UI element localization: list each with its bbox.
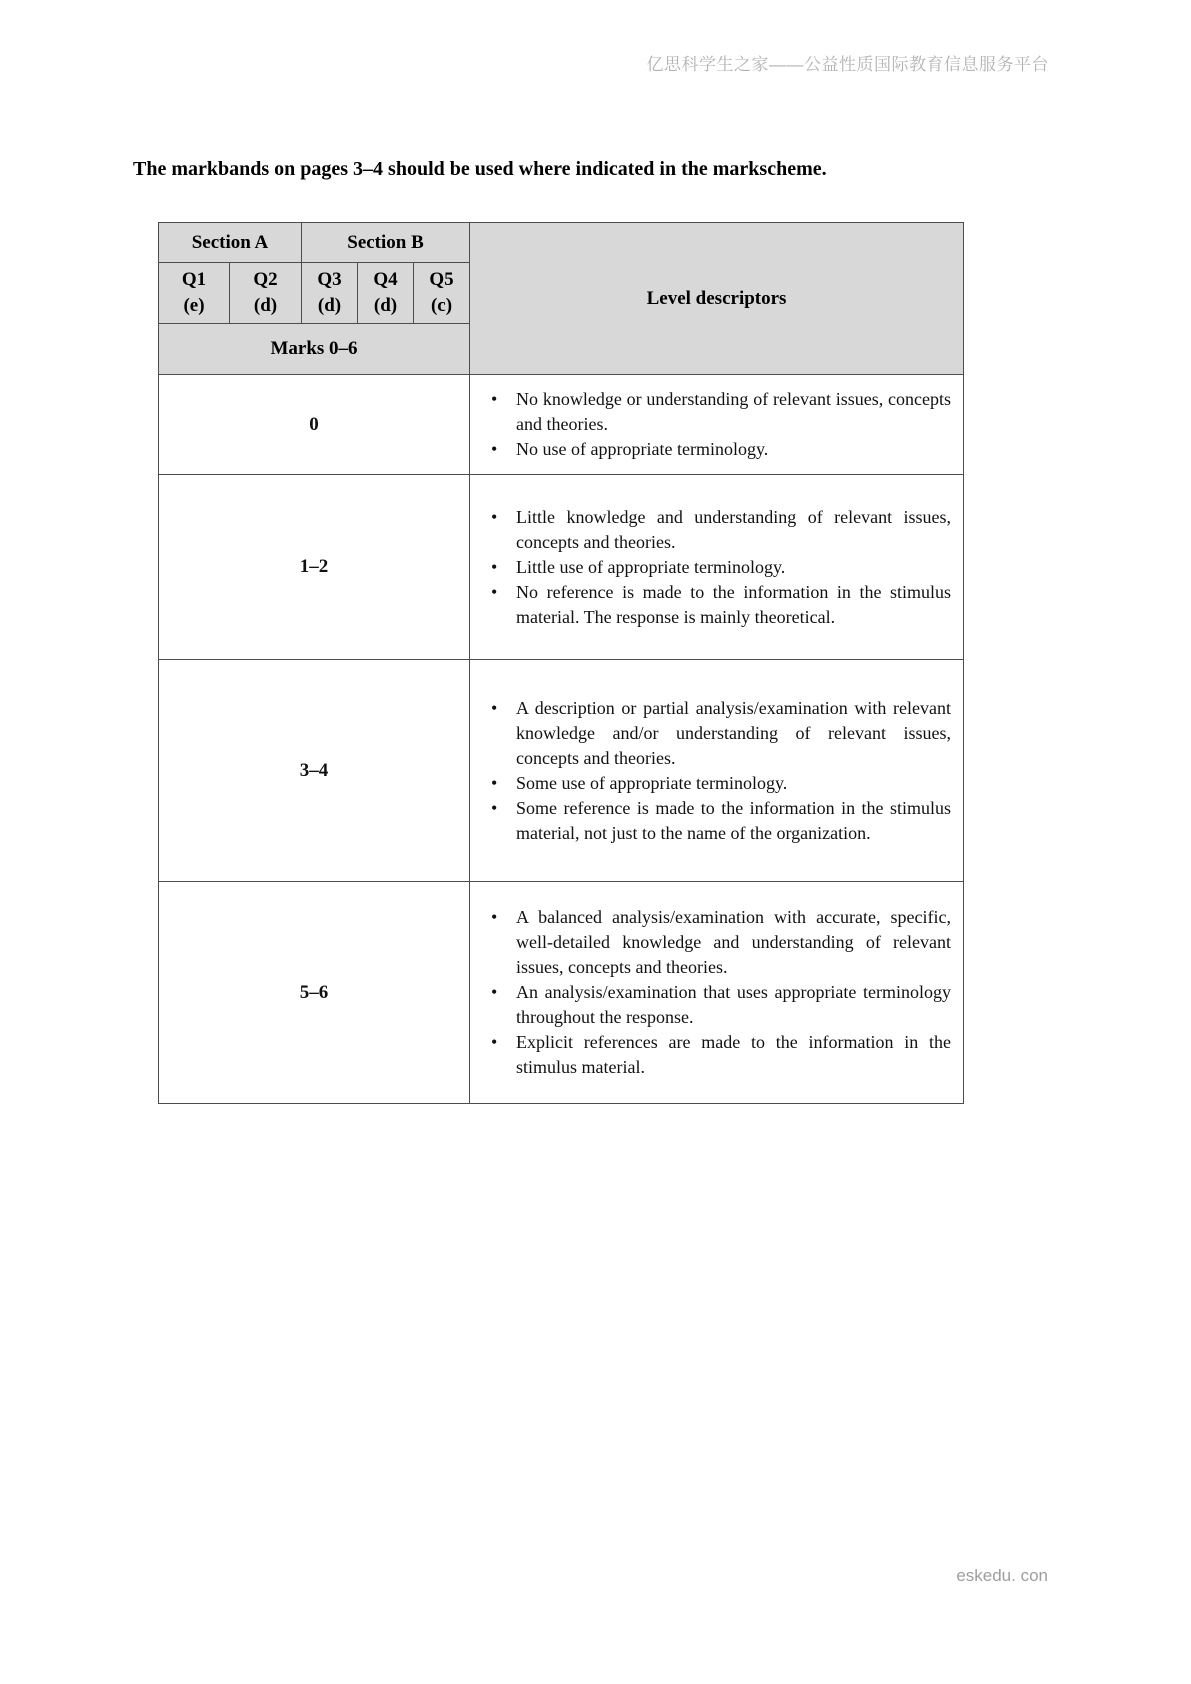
marks-value-5-6: 5–6 bbox=[159, 882, 470, 1104]
q1-part: (e) bbox=[183, 295, 205, 316]
descriptor-list bbox=[474, 905, 951, 1080]
q5-part: (c) bbox=[430, 295, 453, 316]
q4-label: Q4 bbox=[373, 269, 398, 290]
descriptor-list bbox=[474, 696, 951, 846]
descriptor-bullet: • Some use of appropriate terminology. bbox=[488, 771, 951, 796]
descriptor-bullet: • No use of appropriate terminology. bbox=[488, 437, 951, 462]
q1-label: Q1 bbox=[181, 269, 207, 290]
marks-band-header: Marks 0–6 bbox=[159, 324, 470, 375]
q4-part: (d) bbox=[373, 295, 398, 316]
q1-header bbox=[159, 263, 230, 324]
q2-header bbox=[230, 263, 302, 324]
q2-part: (d) bbox=[253, 295, 278, 316]
descriptor-bullet: • Little knowledge and understanding of relevant issues, concepts and theories. bbox=[488, 505, 951, 555]
table-row-marks-1-2 bbox=[159, 475, 964, 660]
table-row-marks-5-6 bbox=[159, 882, 964, 1104]
footer-watermark: eskedu. con bbox=[956, 1566, 1048, 1585]
table-row-marks-3-4 bbox=[159, 660, 964, 882]
descriptor-bullet: • No knowledge or understanding of relevant issues, concepts and theories. bbox=[488, 387, 951, 437]
descriptor-list bbox=[474, 387, 951, 462]
q3-part: (d) bbox=[317, 295, 342, 316]
q5-label: Q5 bbox=[429, 269, 454, 290]
descriptor-bullet: • Little use of appropriate terminology. bbox=[488, 555, 951, 580]
q4-header bbox=[358, 263, 414, 324]
marks-value-0: 0 bbox=[159, 375, 470, 475]
q5-header bbox=[414, 263, 470, 324]
section-header-row bbox=[159, 223, 964, 263]
q2-label: Q2 bbox=[253, 269, 278, 290]
descriptor-bullet: • No reference is made to the information in the stimulus material. The response is mainly theoretical. bbox=[488, 580, 951, 630]
descriptors-marks-5-6 bbox=[470, 882, 964, 1104]
level-descriptors-header: Level descriptors bbox=[470, 223, 964, 375]
descriptor-bullet: • Explicit references are made to the information in the stimulus material. bbox=[488, 1030, 951, 1080]
descriptor-bullet: • A description or partial analysis/examination with relevant knowledge and/or understanding of relevant issues, concepts and theories. bbox=[488, 696, 951, 771]
markbands-table bbox=[158, 222, 964, 1104]
q3-header bbox=[302, 263, 358, 324]
descriptors-marks-1-2 bbox=[470, 475, 964, 660]
descriptors-marks-0 bbox=[470, 375, 964, 475]
descriptor-list bbox=[474, 505, 951, 630]
header-watermark: 亿思科学生之家——公益性质国际教育信息服务平台 bbox=[646, 55, 1049, 74]
descriptor-bullet: • A balanced analysis/examination with accurate, specific, well-detailed knowledge and understanding of relevant issues, concepts and theories. bbox=[488, 905, 951, 980]
marks-value-3-4: 3–4 bbox=[159, 660, 470, 882]
descriptors-marks-3-4 bbox=[470, 660, 964, 882]
table-row-marks-0 bbox=[159, 375, 964, 475]
descriptor-bullet: • Some reference is made to the information in the stimulus material, not just to the name of the organization. bbox=[488, 796, 951, 846]
descriptor-bullet: • An analysis/examination that uses appropriate terminology throughout the response. bbox=[488, 980, 951, 1030]
section-b-header: Section B bbox=[302, 223, 470, 263]
page-title: The markbands on pages 3–4 should be used where indicated in the markscheme. bbox=[133, 158, 827, 180]
marks-value-1-2: 1–2 bbox=[159, 475, 470, 660]
section-a-header: Section A bbox=[159, 223, 302, 263]
q3-label: Q3 bbox=[317, 269, 342, 290]
